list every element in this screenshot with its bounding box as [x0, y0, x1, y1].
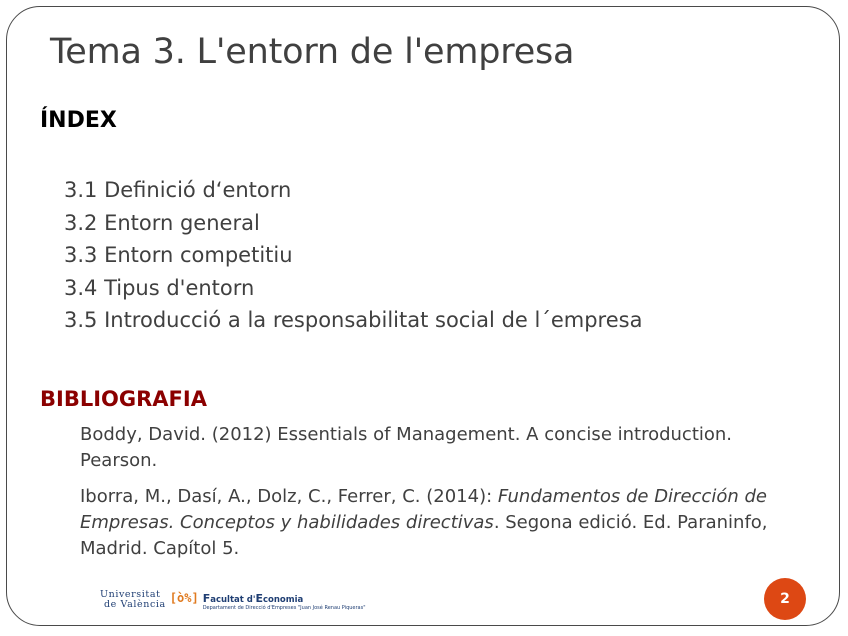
- university-name: [100, 588, 166, 610]
- bibliography-heading: BIBLIOGRAFIA: [40, 387, 207, 411]
- index-item-3-5: 3.5 Introducció a la responsabilitat social de l´empresa: [64, 308, 643, 332]
- reference-iborra-authors: Iborra, M., Dasí, A., Dolz, C., Ferrer, C. (2014):: [80, 486, 498, 507]
- index-item-3-1: 3.1 Definició d‘entorn: [64, 178, 292, 202]
- university-name-line1: Universitat: [100, 589, 161, 600]
- reference-boddy: Boddy, David. (2012) Essentials of Management. A concise introduction. Pearson.: [80, 424, 733, 471]
- reference-iborra-publisher: . Segona edició. Ed. Paraninfo, Madrid. Capítol 5.: [80, 512, 768, 559]
- index-heading: ÍNDEX: [40, 108, 117, 133]
- reference-iborra-book-title: Fundamentos de Dirección de Empresas. Conceptos y habilidades directivas: [80, 486, 767, 533]
- department-name: Departament de Direcció d'Empreses "Juan José Renau Piqueras": [202, 605, 366, 611]
- index-item-3-3: 3.3 Entorn competitiu: [64, 243, 293, 267]
- university-logo: [100, 588, 366, 618]
- reference-iborra: [80, 484, 815, 562]
- index-item-3-4: 3.4 Tipus d'entorn: [64, 275, 255, 300]
- faculty-name: Facultat d'Economia: [202, 592, 304, 605]
- faculty-block: [203, 594, 366, 612]
- slide-title: Tema 3. L'entorn de l'empresa: [50, 32, 575, 72]
- logo-symbol-icon: [ò%]: [169, 591, 199, 605]
- page-number-badge: 2: [764, 578, 806, 620]
- university-name-line2: de València: [104, 599, 166, 610]
- index-item-3-2: 3.2 Entorn general: [64, 210, 260, 235]
- index-list: [64, 174, 642, 337]
